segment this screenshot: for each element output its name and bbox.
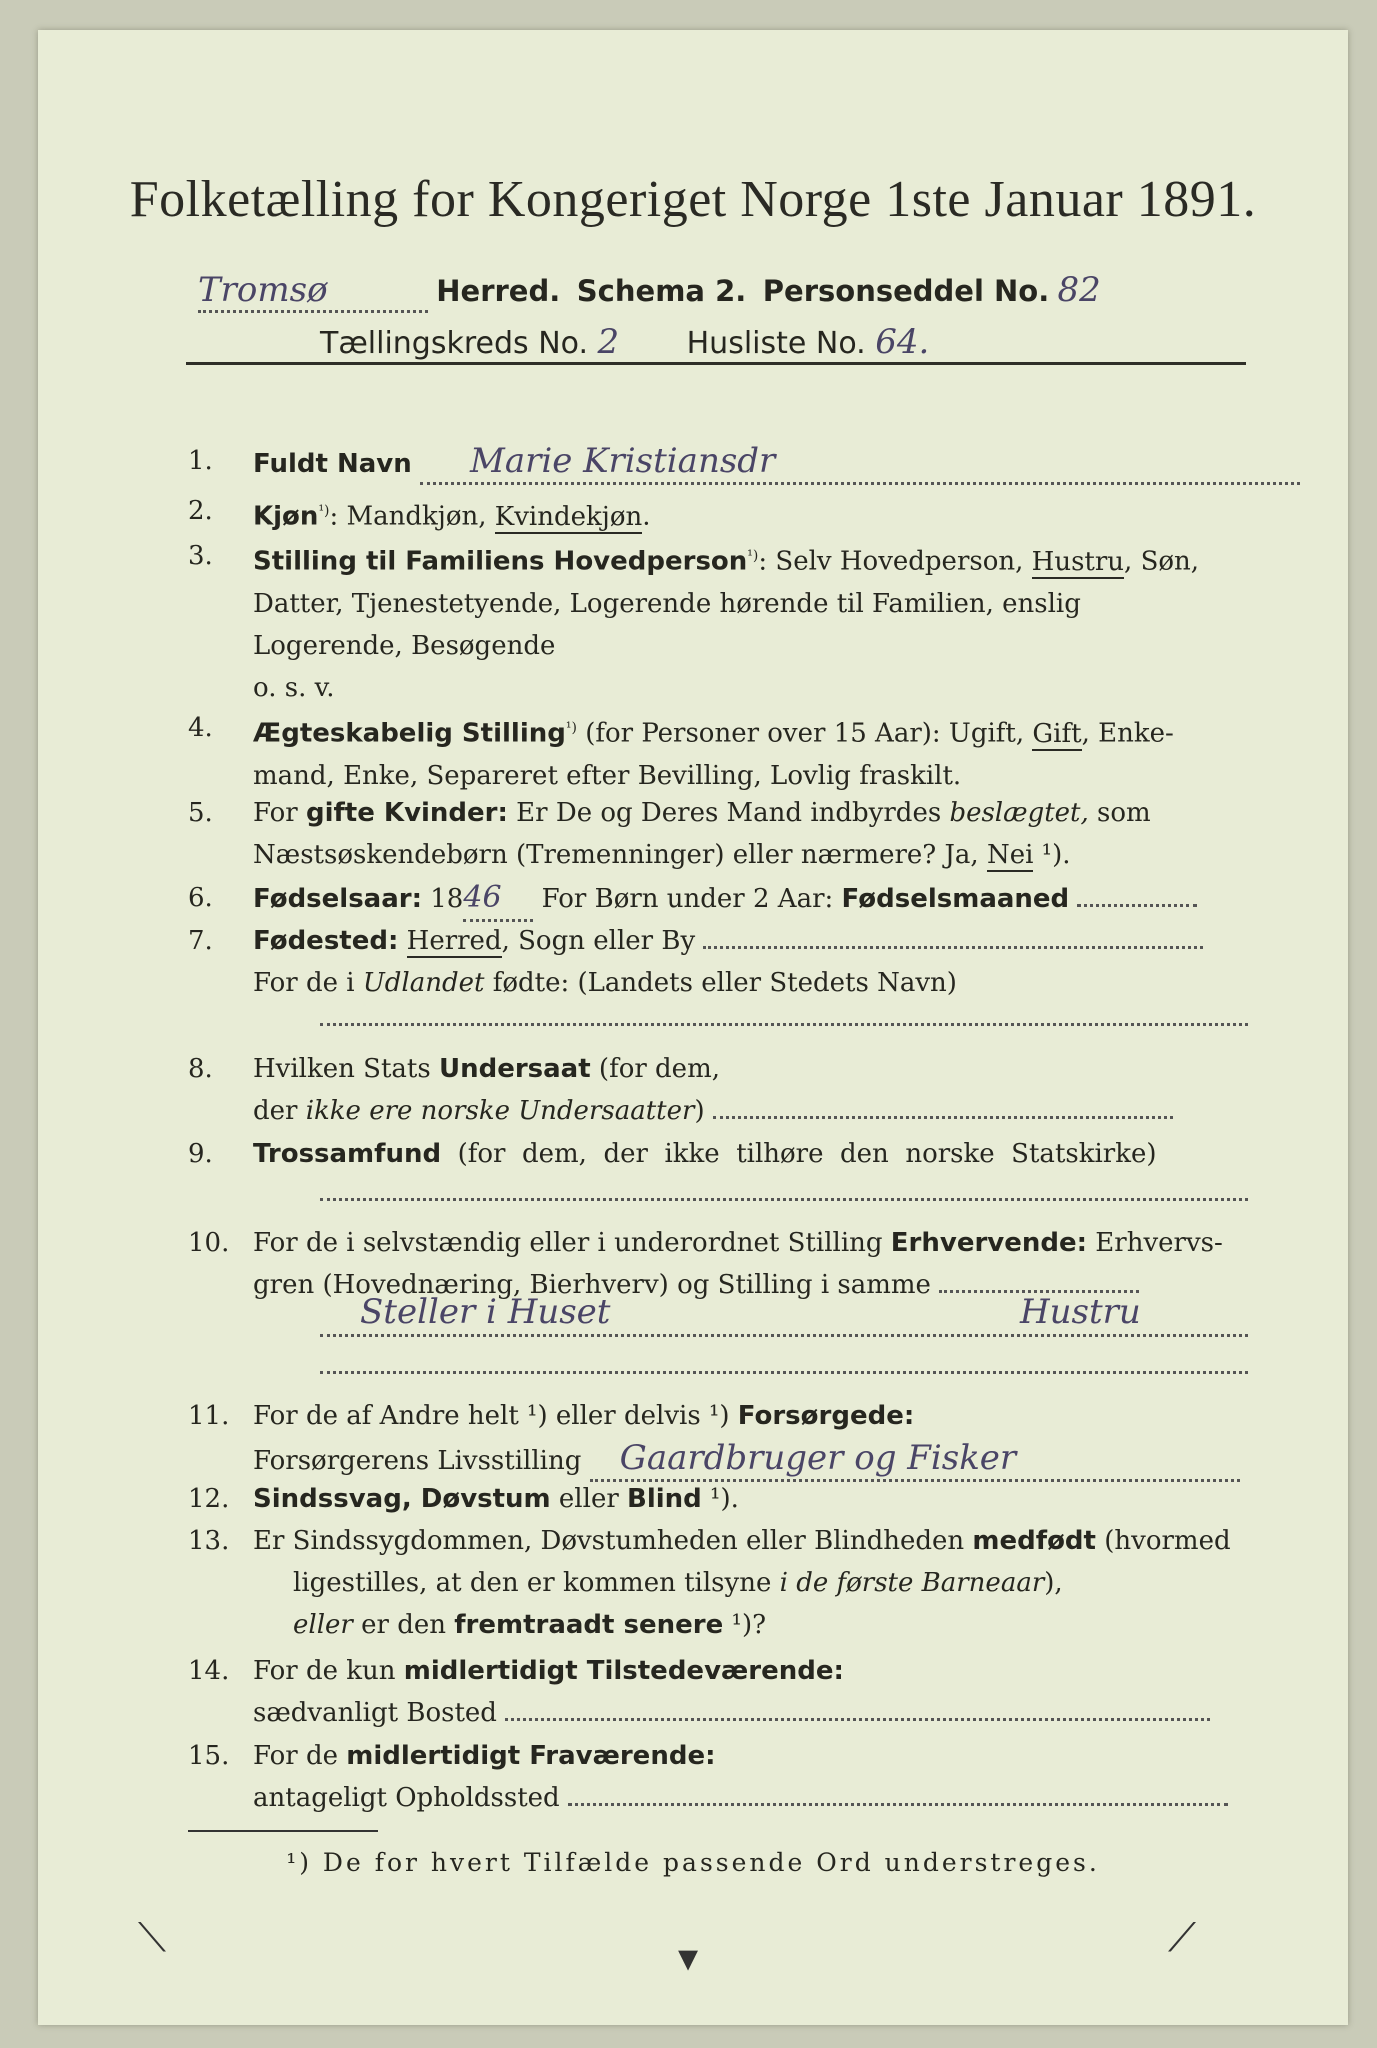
text: er den	[352, 1610, 455, 1640]
provider-occupation-value: Gaardbruger og Fisker	[590, 1437, 1240, 1482]
text-italic: Udlandet	[362, 968, 485, 998]
later-label: fremtraadt senere	[454, 1610, 724, 1640]
marital-options-text: (for Personer over 15 Aar): Ugift,	[576, 718, 1033, 749]
text-italic: ikke ere norske Undersaatter	[305, 1096, 695, 1126]
form-title: Folketælling for Kongeriget Norge 1ste Januar 1891.	[129, 171, 1257, 228]
birthplace-selected: Herred	[406, 926, 502, 956]
temporary-absent-label: midlertidigt Fraværende:	[346, 1741, 716, 1771]
husliste-label: Husliste No.	[686, 326, 866, 361]
dotted-line	[713, 1116, 1173, 1119]
item-number: 11.	[188, 1401, 230, 1431]
text: For Børn under 2 Aar:	[533, 884, 842, 914]
sex-selected: Kvindekjøn	[494, 501, 643, 532]
birthplace-label: Fødested:	[253, 926, 399, 956]
census-form-page	[38, 30, 1348, 2025]
text: Forsørgerens Livsstilling	[253, 1446, 582, 1476]
text: ),	[1044, 1568, 1063, 1598]
dotted-line	[1077, 904, 1197, 907]
schema-label: Schema 2.	[576, 274, 747, 308]
text: ¹).	[701, 1484, 739, 1514]
text: Hvilken Stats	[253, 1054, 439, 1084]
header-line-herred	[198, 270, 1101, 313]
religion-label: Trossamfund	[253, 1139, 442, 1169]
text: 18	[422, 884, 464, 914]
full-name-label: Fuldt Navn	[253, 449, 412, 479]
position-options-text: : Selv Hovedperson,	[758, 546, 1032, 577]
item-number: 7.	[188, 926, 213, 956]
related-selected: Nei	[986, 840, 1034, 870]
position-options-text-2: , Søn,	[1124, 546, 1200, 577]
birth-month-label: Fødselsmaaned	[841, 884, 1070, 914]
text: For	[253, 798, 306, 828]
text: , Sogn eller By	[501, 926, 696, 956]
married-women-label: gifte Kvinder:	[305, 798, 508, 828]
footnote-rule	[188, 1830, 378, 1832]
footnote-mark: ¹)	[747, 548, 759, 564]
dotted-line	[320, 1371, 1248, 1374]
header-rule	[186, 362, 1246, 365]
position-options-line4: o. s. v.	[253, 672, 335, 703]
item-number: 13.	[188, 1526, 230, 1556]
text: Næstsøskendebørn (Tremenninger) eller nærmere? Ja,	[253, 840, 987, 870]
header-line-kreds	[320, 322, 955, 365]
item-number: 3.	[188, 541, 213, 571]
text: ligestilles, at den er kommen tilsyne	[293, 1568, 780, 1598]
herred-value: Tromsø	[198, 270, 428, 313]
marital-options-text-2: , Enke-	[1081, 718, 1174, 749]
dotted-line	[568, 1803, 1228, 1806]
occupation-value-line	[320, 1292, 1248, 1337]
occupation-value: Steller i Huset	[360, 1292, 611, 1332]
pen-mark: ⟍	[138, 1915, 166, 1961]
disability-label: Sindssvag, Døvstum	[253, 1484, 551, 1514]
text: (hvormed	[1095, 1526, 1231, 1556]
footnote: ¹) De for hvert Tilfælde passende Ord understreges.	[286, 1848, 1100, 1877]
pen-mark: ⟋	[1168, 1915, 1196, 1961]
position-options-line2: Datter, Tjenestetyende, Logerende hørende til Familien, enslig	[253, 588, 1081, 619]
dotted-line	[505, 1718, 1210, 1721]
dependent-label: Forsørgede:	[737, 1401, 915, 1431]
kreds-value: 2	[598, 322, 668, 365]
position-label: Stilling til Familiens Hovedperson	[253, 546, 748, 577]
personseddel-value: 82	[1057, 270, 1101, 310]
text: For de af Andre helt ¹) eller delvis ¹)	[253, 1401, 738, 1431]
item-number: 8.	[188, 1054, 213, 1084]
text: eller	[550, 1484, 628, 1514]
occupation-label: Erhvervende:	[890, 1228, 1088, 1258]
blind-label: Blind	[627, 1484, 702, 1514]
position-selected: Hustru	[1031, 546, 1125, 577]
citizenship-label: Undersaat	[438, 1054, 591, 1084]
text-italic: eller	[293, 1610, 353, 1640]
text: Er Sindssygdommen, Døvstumheden eller Blindheden	[253, 1526, 973, 1556]
text-italic: beslægtet,	[949, 798, 1089, 828]
text: For de	[253, 1741, 347, 1771]
birth-year-value: 46	[463, 877, 533, 922]
congenital-label: medfødt	[972, 1526, 1096, 1556]
pen-mark: ▾	[678, 1935, 699, 1981]
text: For de kun	[253, 1656, 404, 1686]
text-italic: i de første Barneaar	[779, 1568, 1045, 1598]
herred-label: Herred.	[436, 274, 561, 308]
marital-selected: Gift	[1032, 718, 1082, 749]
text: )	[694, 1096, 705, 1126]
item-number: 2.	[188, 496, 213, 526]
item-number: 15.	[188, 1741, 230, 1771]
temporary-present-label: midlertidigt Tilstedeværende:	[403, 1656, 844, 1686]
sex-label: Kjøn	[253, 501, 319, 532]
text: (for dem, der ikke tilhøre den norske Statskirke)	[441, 1139, 1157, 1169]
text: ¹).	[1033, 840, 1071, 870]
dotted-line	[320, 1198, 1248, 1201]
personseddel-label: Personseddel No.	[762, 274, 1050, 308]
full-name-value: Marie Kristiansdr	[420, 440, 1300, 485]
text: som	[1088, 798, 1151, 828]
marital-label: Ægteskabelig Stilling	[253, 718, 566, 749]
dotted-line	[320, 1023, 1248, 1026]
text: gren (Hovednæring, Bierhverv) og Stilling i samme	[253, 1270, 931, 1300]
text: For de i selvstændig eller i underordnet Stilling	[253, 1228, 891, 1258]
text: der	[253, 1096, 306, 1126]
position-options-line3: Logerende, Besøgende	[253, 630, 556, 661]
punct: .	[642, 501, 651, 532]
footnote-mark: ¹)	[565, 720, 577, 736]
text: (for dem,	[590, 1054, 720, 1084]
dotted-line	[703, 946, 1203, 949]
footnote-mark: ¹)	[318, 503, 330, 519]
item-number: 14.	[188, 1656, 230, 1686]
text: For de i	[253, 968, 363, 998]
text: sædvanligt Bosted	[253, 1698, 497, 1728]
item-number: 4.	[188, 713, 213, 743]
text: antageligt Opholdssted	[253, 1783, 560, 1813]
item-number: 10.	[188, 1228, 230, 1258]
item-number: 1.	[188, 446, 213, 476]
text: Erhvervs-	[1087, 1228, 1223, 1258]
marital-options-line2: mand, Enke, Separeret efter Bevilling, Lovlig fraskilt.	[253, 760, 962, 791]
item-number: 12.	[188, 1484, 230, 1514]
item-number: 5.	[188, 798, 213, 828]
occupation-position-value: Hustru	[1020, 1292, 1141, 1332]
item-number: 6.	[188, 883, 213, 913]
text: ¹)?	[723, 1610, 767, 1640]
text: fødte: (Landets eller Stedets Navn)	[484, 968, 957, 998]
text: Er De og Deres Mand indbyrdes	[507, 798, 950, 828]
husliste-value: 64.	[875, 322, 955, 365]
sex-options-text: : Mandkjøn,	[329, 501, 495, 532]
item-number: 9.	[188, 1139, 213, 1169]
birth-year-label: Fødselsaar:	[253, 884, 422, 914]
kreds-label: Tællingskreds No.	[320, 326, 588, 361]
